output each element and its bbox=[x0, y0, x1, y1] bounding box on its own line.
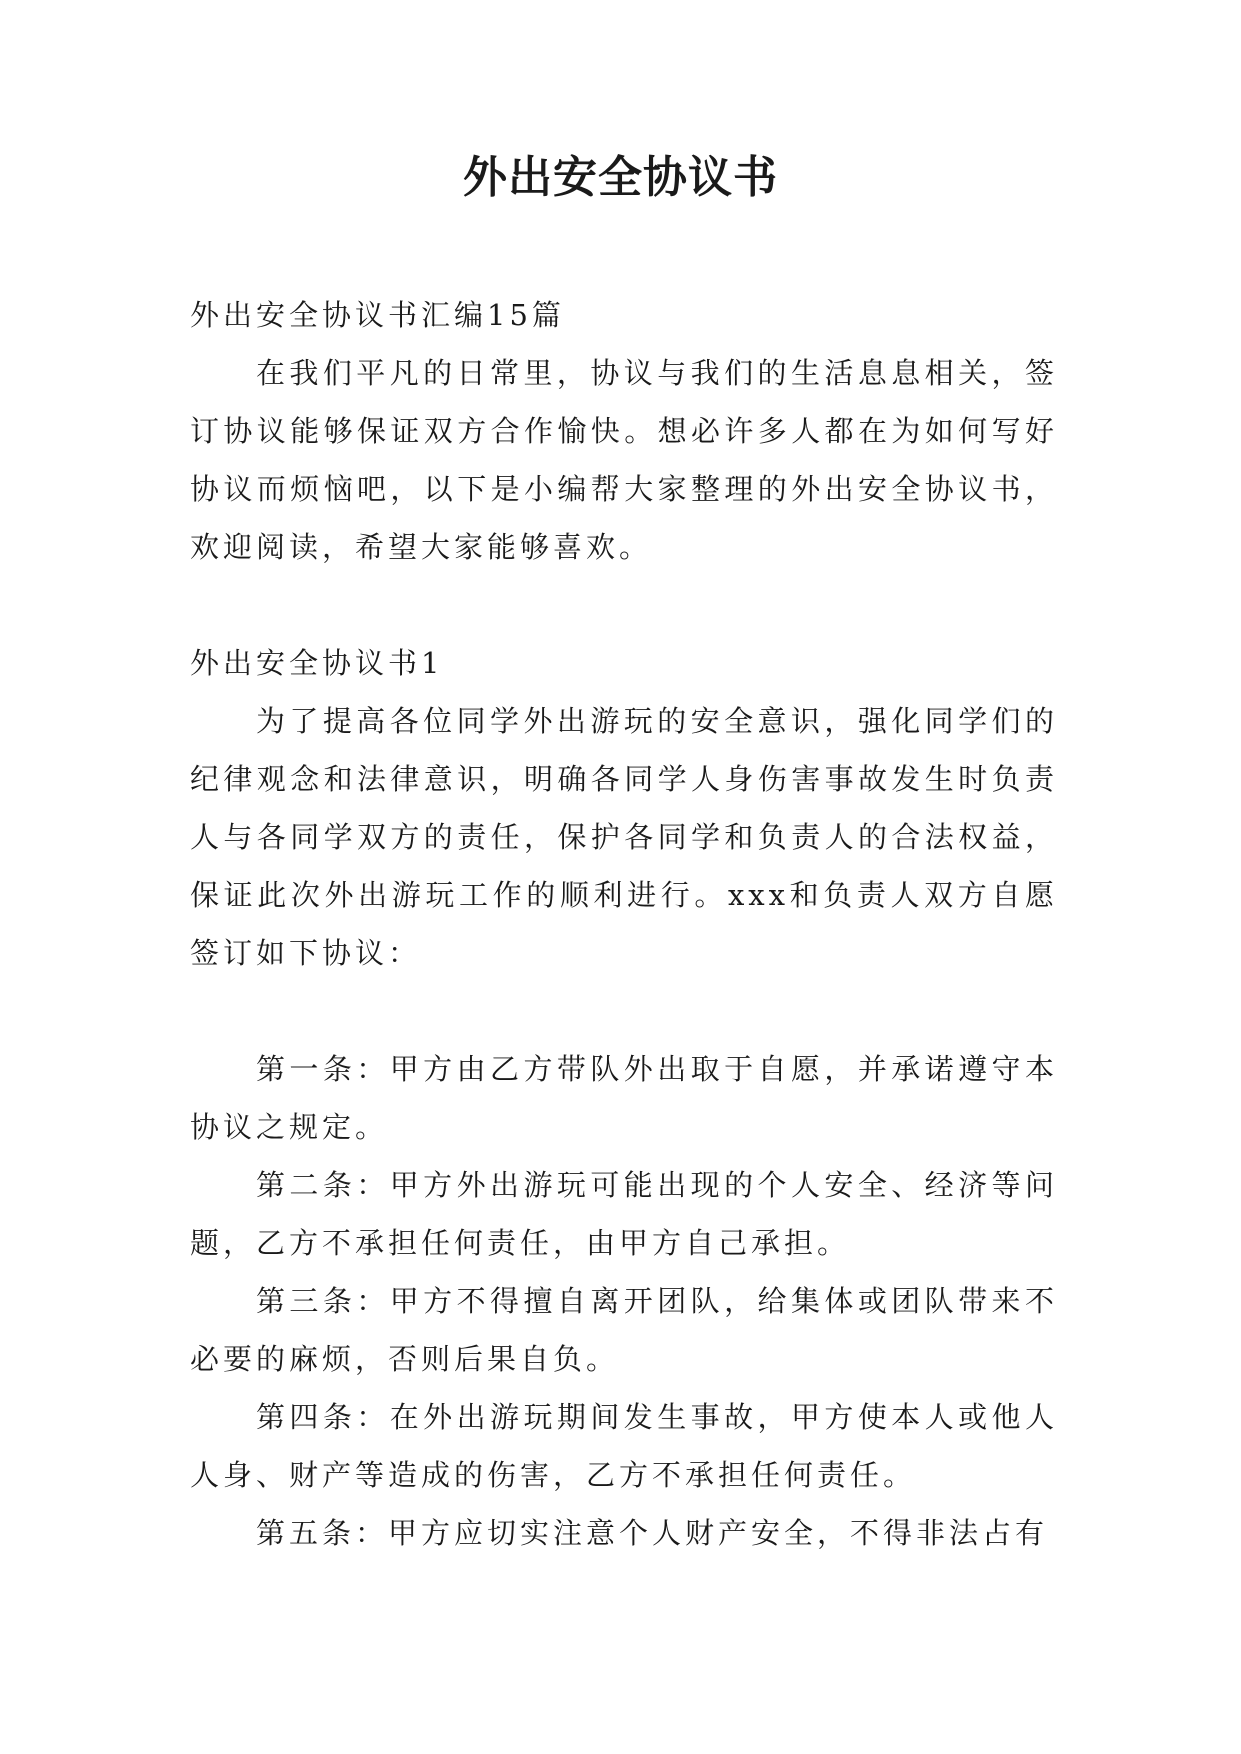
document-body bbox=[190, 286, 1058, 1562]
article-1: 第一条：甲方由乙方带队外出取于自愿，并承诺遵守本协议之规定。 bbox=[190, 1052, 1058, 1144]
article-2: 第二条：甲方外出游玩可能出现的个人安全、经济等问题，乙方不承担任何责任，由甲方自己承担。 bbox=[190, 1168, 1058, 1260]
section-intro-paragraph: 为了提高各位同学外出游玩的安全意识，强化同学们的纪律观念和法律意识，明确各同学人身伤害事故发生时负责人与各同学双方的责任，保护各同学和负责人的合法权益，保证此次外出游玩工作的顺利进行。xxx和负责人双方自愿签订如下协议： bbox=[190, 704, 1058, 970]
article-5: 第五条：甲方应切实注意个人财产安全，不得非法占有 bbox=[256, 1516, 1049, 1550]
document-title: 外出安全协议书 bbox=[463, 152, 778, 203]
article-3: 第三条：甲方不得擅自离开团队，给集体或团队带来不必要的麻烦，否则后果自负。 bbox=[190, 1284, 1058, 1376]
section-heading: 外出安全协议书1 bbox=[190, 646, 444, 680]
article-4: 第四条：在外出游玩期间发生事故，甲方使本人或他人人身、财产等造成的伤害，乙方不承担任何责任。 bbox=[190, 1400, 1058, 1492]
intro-paragraph: 在我们平凡的日常里，协议与我们的生活息息相关，签订协议能够保证双方合作愉快。想必许多人都在为如何写好协议而烦恼吧，以下是小编帮大家整理的外出安全协议书，欢迎阅读，希望大家能够喜欢。 bbox=[190, 356, 1058, 564]
document-subtitle: 外出安全协议书汇编15篇 bbox=[190, 298, 565, 332]
